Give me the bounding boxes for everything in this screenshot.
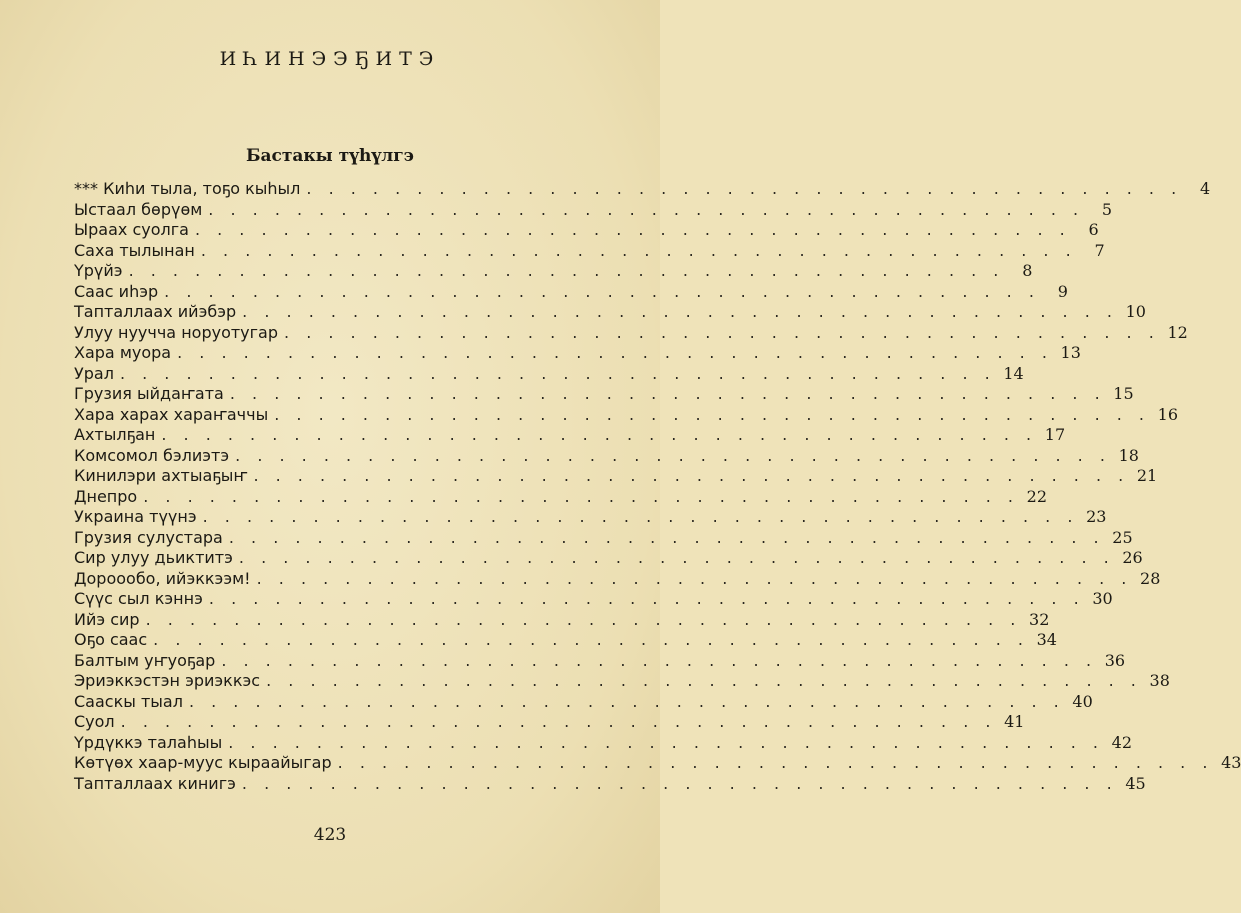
toc-entry-title: Улуу нууччa норуотугар [74, 322, 279, 342]
toc-entry-page: 25 [1112, 527, 1133, 547]
toc-entry-title: Үрүйэ [74, 261, 123, 280]
toc-entry-title: Үрдүккэ талаһыы [74, 732, 223, 752]
toc-entry [74, 527, 1133, 549]
toc-entry-title: Эриэккэстэн эриэккэс [74, 671, 261, 690]
toc-entry [74, 609, 1050, 631]
toc-entry-title: Көтүөх хаар-муус кыраайыгар [74, 753, 332, 772]
toc-entry [74, 486, 1048, 508]
dot-leader: . . . . . . . . . . . . . . . . . . . . . . . . . . . . . . . . . . . . . . . . [119, 363, 996, 383]
toc-entry [74, 753, 1241, 774]
toc-entry-title: Сааскы тыал [74, 691, 183, 711]
toc-entry-title: Суол [74, 712, 115, 731]
toc-entry-page: 32 [1029, 609, 1050, 629]
toc-entry-page: 28 [1140, 568, 1161, 588]
toc-entry-title: Грузия ыйдаҥата [74, 384, 224, 403]
toc-entry [74, 630, 1057, 651]
toc-entry-page: 8 [1022, 261, 1033, 280]
toc-entry-title: Сүүс сыл кэннэ [74, 589, 203, 608]
toc-entry-title: Ыраах суолга [74, 220, 189, 239]
toc-entry [74, 466, 1158, 487]
dot-leader: . . . . . . . . . . . . . . . . . . . . . . . . . . . . . . . . . . . . . . . . [153, 630, 1029, 649]
toc-entry [74, 671, 1170, 692]
toc-entry-page: 41 [1004, 712, 1025, 731]
dot-leader: . . . . . . . . . . . . . . . . . . . . . . . . . . . . . . . . . . . . . . . . [238, 548, 1115, 567]
dot-leader: . . . . . . . . . . . . . . . . . . . . . . . . . . . . . . . . . . . . . . . . [228, 527, 1105, 547]
toc-entry-page: 9 [1057, 281, 1068, 301]
toc-entry-page: 34 [1036, 630, 1057, 649]
toc-entry-page: 43 [1221, 753, 1241, 772]
toc-entry-page: 7 [1094, 240, 1105, 260]
toc-entry [74, 343, 1081, 364]
toc-entry [74, 773, 1146, 795]
toc-entry-page: 4 [1200, 179, 1211, 198]
toc-entry-page: 42 [1111, 732, 1133, 752]
dot-leader: . . . . . . . . . . . . . . . . . . . . . . . . . . . . . . . . . . . . . . . . [242, 302, 1118, 321]
toc-entry [74, 568, 1161, 590]
toc-entry-title: Тапталлаах кинигэ [74, 773, 236, 793]
toc-entry-page: 38 [1149, 671, 1170, 690]
toc-entry [74, 732, 1133, 754]
dot-leader: . . . . . . . . . . . . . . . . . . . . . . . . . . . . . . . . . . . . . . . . [256, 568, 1133, 588]
toc-entry [74, 712, 1025, 733]
section-title: ИҺИНЭЭҔИТЭ [219, 48, 441, 70]
toc-entry [74, 220, 1099, 241]
toc-entry-title: Днепро [74, 486, 138, 506]
toc-entry-title: Грузия сулустара [74, 527, 223, 547]
dot-leader: . . . . . . . . . . . . . . . . . . . . . . . . . . . . . . . . . . . . . . . . [208, 589, 1085, 608]
toc-entry [74, 261, 1033, 282]
toc-entry [74, 302, 1146, 323]
dot-leader: . . . . . . . . . . . . . . . . . . . . . . . . . . . . . . . . . . . . . . . . [266, 671, 1142, 690]
toc-entry [74, 404, 1179, 426]
toc-entry-page: 15 [1113, 384, 1134, 403]
toc-entry [74, 548, 1143, 569]
dot-leader: . . . . . . . . . . . . . . . . . . . . . . . . . . . . . . . . . . . . . . . . [208, 199, 1085, 219]
dot-leader: . . . . . . . . . . . . . . . . . . . . . . . . . . . . . . . . . . . . . . . . [241, 773, 1118, 793]
table-of-contents [74, 179, 1241, 794]
toc-entry-page: 16 [1157, 404, 1179, 424]
toc-entry-title: Хара муора [74, 343, 172, 362]
dot-leader: . . . . . . . . . . . . . . . . . . . . . . . . . . . . . . . . . . . . . . . . [337, 753, 1214, 772]
toc-entry [74, 363, 1024, 385]
toc-entry-page: 13 [1060, 343, 1081, 362]
toc-entry-title: Балтым уҥуоҕар [74, 650, 216, 670]
toc-entry-page: 23 [1086, 507, 1107, 526]
dot-leader: . . . . . . . . . . . . . . . . . . . . . . . . . . . . . . . . . . . . . . . . [200, 240, 1077, 260]
toc-entry-title: Саас иһэр [74, 281, 159, 301]
toc-entry-title: Кинилэри ахтыаҕыҥ [74, 466, 248, 485]
toc-entry-page: 10 [1125, 302, 1146, 321]
dot-leader: . . . . . . . . . . . . . . . . . . . . . . . . . . . . . . . . . . . . . . . . [274, 404, 1151, 424]
dot-leader: . . . . . . . . . . . . . . . . . . . . . . . . . . . . . . . . . . . . . . . . [177, 343, 1053, 362]
toc-entry [74, 691, 1093, 713]
toc-entry-page: 5 [1101, 199, 1113, 219]
dot-leader: . . . . . . . . . . . . . . . . . . . . . . . . . . . . . . . . . . . . . . . . [306, 179, 1183, 198]
toc-entry-page: 22 [1026, 486, 1048, 506]
toc-entry [74, 322, 1188, 344]
toc-entry-title: Ахтылҕан [74, 425, 156, 444]
dot-leader: . . . . . . . . . . . . . . . . . . . . . . . . . . . . . . . . . . . . . . . . [145, 609, 1022, 629]
dot-leader: . . . . . . . . . . . . . . . . . . . . . . . . . . . . . . . . . . . . . . . . [128, 261, 1005, 280]
dot-leader: . . . . . . . . . . . . . . . . . . . . . . . . . . . . . . . . . . . . . . . . [188, 691, 1065, 711]
toc-entry-title: Украина түүнэ [74, 507, 197, 526]
toc-entry-page: 18 [1118, 445, 1139, 465]
dot-leader: . . . . . . . . . . . . . . . . . . . . . . . . . . . . . . . . . . . . . . . . [235, 445, 1111, 465]
toc-entry [74, 281, 1068, 303]
toc-entry [74, 589, 1113, 610]
dot-leader: . . . . . . . . . . . . . . . . . . . . . . . . . . . . . . . . . . . . . . . . [161, 425, 1038, 444]
page-number: 423 [313, 825, 347, 845]
part-heading: Бастакы түһүлгэ [245, 146, 415, 166]
toc-entry [74, 384, 1134, 405]
dot-leader: . . . . . . . . . . . . . . . . . . . . . . . . . . . . . . . . . . . . . . . . [194, 220, 1071, 239]
toc-entry-title: Оҕо саас [74, 630, 148, 649]
toc-entry-page: 40 [1072, 691, 1093, 711]
toc-entry-title: Ийэ сир [74, 609, 140, 629]
toc-entry-page: 12 [1167, 322, 1188, 342]
toc-entry-page: 14 [1003, 363, 1024, 383]
dot-leader: . . . . . . . . . . . . . . . . . . . . . . . . . . . . . . . . . . . . . . . . [284, 322, 1160, 342]
toc-entry-page: 26 [1122, 548, 1143, 567]
dot-leader: . . . . . . . . . . . . . . . . . . . . . . . . . . . . . . . . . . . . . . . . [228, 732, 1105, 752]
toc-entry [74, 240, 1105, 262]
toc-entry-title: Сир улуу дьиктитэ [74, 548, 233, 567]
toc-entry-title: Хара харах хараҥаччы [74, 404, 269, 424]
dot-leader: . . . . . . . . . . . . . . . . . . . . . . . . . . . . . . . . . . . . . . . . [143, 486, 1020, 506]
toc-entry [74, 179, 1211, 200]
toc-entry-page: 36 [1104, 650, 1126, 670]
dot-leader: . . . . . . . . . . . . . . . . . . . . . . . . . . . . . . . . . . . . . . . . [229, 384, 1106, 403]
dot-leader: . . . . . . . . . . . . . . . . . . . . . . . . . . . . . . . . . . . . . . . . [120, 712, 997, 731]
dot-leader: . . . . . . . . . . . . . . . . . . . . . . . . . . . . . . . . . . . . . . . . [253, 466, 1130, 485]
toc-entry [74, 199, 1113, 221]
toc-entry-title: Тапталлаах ийэбэр [74, 302, 237, 321]
toc-entry-page: 21 [1136, 466, 1158, 485]
toc-entry [74, 507, 1107, 528]
toc-entry [74, 445, 1139, 467]
dot-leader: . . . . . . . . . . . . . . . . . . . . . . . . . . . . . . . . . . . . . . . . [221, 650, 1098, 670]
toc-entry [74, 650, 1126, 672]
toc-entry-title: Комсомол бэлиэтэ [74, 445, 230, 465]
toc-entry-title: Саха тылынан [74, 240, 195, 260]
toc-entry-page: 30 [1092, 589, 1113, 608]
toc-entry-title: Дороообо, ийэккээм! [74, 568, 251, 588]
toc-entry-title: Урал [74, 363, 114, 383]
toc-entry-title: Ыстаал бөрүөм [74, 199, 203, 219]
toc-entry-page: 45 [1125, 773, 1146, 793]
dot-leader: . . . . . . . . . . . . . . . . . . . . . . . . . . . . . . . . . . . . . . . . [164, 281, 1040, 301]
dot-leader: . . . . . . . . . . . . . . . . . . . . . . . . . . . . . . . . . . . . . . . . [202, 507, 1079, 526]
toc-entry-page: 6 [1088, 220, 1099, 239]
toc-entry-title: *** Киһи тыла, тоҕо кыһыл [74, 179, 301, 198]
toc-entry-page: 17 [1044, 425, 1066, 444]
toc-entry [74, 425, 1066, 446]
